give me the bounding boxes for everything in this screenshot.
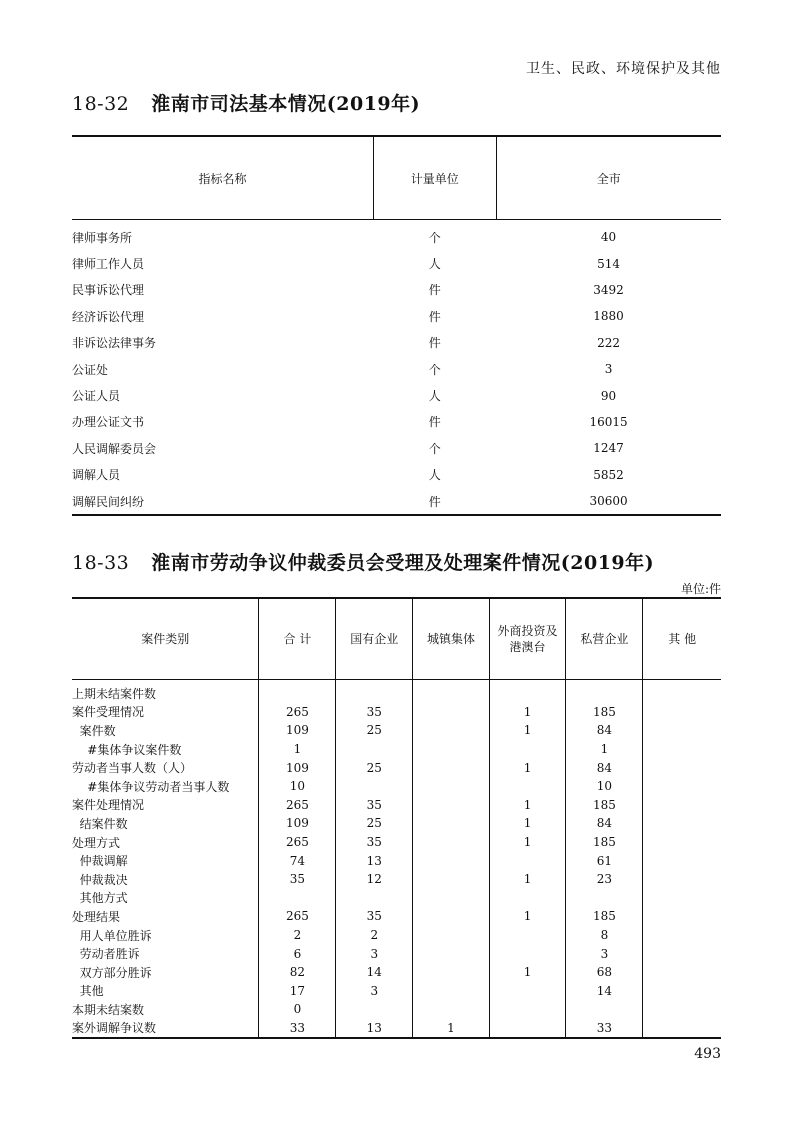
cell-private: 84 <box>566 758 643 777</box>
cell-private: 1 <box>566 740 643 759</box>
row-category: 处理结果 <box>72 909 121 924</box>
cell-total: 265 <box>259 703 336 722</box>
row-category: 其他 <box>72 984 104 999</box>
row-category: 案件数 <box>72 723 116 738</box>
cell-private: 185 <box>566 796 643 815</box>
cell-total: 33 <box>259 1019 336 1039</box>
cell-collective <box>413 926 490 945</box>
cell-private: 33 <box>566 1019 643 1039</box>
cell-other <box>643 740 721 759</box>
row-unit: 件 <box>428 336 441 351</box>
cell-state-owned <box>336 889 413 908</box>
table-row <box>72 926 721 945</box>
row-category: 案件处理情况 <box>72 798 145 813</box>
table-row <box>72 758 721 777</box>
cell-total: 1 <box>259 740 336 759</box>
cell-private <box>566 1000 643 1019</box>
cell-other <box>643 833 721 852</box>
cell-state-owned: 3 <box>336 982 413 1001</box>
row-indicator: 公证人员 <box>72 389 121 404</box>
judicial-table <box>72 135 721 516</box>
cell-collective <box>413 1000 490 1019</box>
section-header: 卫生、民政、环境保护及其他 <box>526 61 721 77</box>
cell-private: 185 <box>566 833 643 852</box>
cell-foreign: 1 <box>489 870 566 889</box>
table1-title-text: 淮南市司法基本情况(2019年) <box>151 93 421 115</box>
cell-private: 185 <box>566 703 643 722</box>
table-row <box>72 680 721 703</box>
table-row <box>72 277 721 303</box>
cell-state-owned: 35 <box>336 833 413 852</box>
row-category: #集体争议劳动者当事人数 <box>72 779 230 794</box>
cell-foreign <box>489 777 566 796</box>
col-header-collective: 城镇集体 <box>413 598 490 680</box>
cell-collective <box>413 870 490 889</box>
cell-collective <box>413 703 490 722</box>
row-unit: 个 <box>428 441 441 456</box>
cell-foreign: 1 <box>489 963 566 982</box>
cell-foreign <box>489 982 566 1001</box>
table2-title <box>72 548 654 575</box>
cell-state-owned: 35 <box>336 796 413 815</box>
row-value: 222 <box>597 335 620 350</box>
table-row <box>72 777 721 796</box>
cell-private: 10 <box>566 777 643 796</box>
row-value: 5852 <box>593 467 624 482</box>
cell-foreign <box>489 1019 566 1039</box>
row-category: 双方部分胜诉 <box>72 965 152 980</box>
cell-foreign <box>489 740 566 759</box>
cell-state-owned: 3 <box>336 944 413 963</box>
row-value: 3 <box>604 362 613 377</box>
cell-other <box>643 982 721 1001</box>
row-category: 仲裁调解 <box>72 854 128 869</box>
cell-other <box>643 796 721 815</box>
table1-title <box>72 89 420 116</box>
table-row <box>72 796 721 815</box>
cell-total: 109 <box>259 814 336 833</box>
table-row <box>72 382 721 408</box>
cell-other <box>643 721 721 740</box>
row-category: 上期未结案件数 <box>72 686 157 701</box>
row-value: 514 <box>597 256 620 271</box>
cell-total <box>259 889 336 908</box>
cell-foreign <box>489 944 566 963</box>
cell-other <box>643 1000 721 1019</box>
cell-collective <box>413 963 490 982</box>
cell-state-owned: 25 <box>336 721 413 740</box>
row-value: 40 <box>600 230 617 245</box>
row-indicator: 经济诉讼代理 <box>72 309 145 324</box>
row-unit: 人 <box>428 389 441 404</box>
row-indicator: 律师事务所 <box>72 230 133 245</box>
cell-foreign <box>489 889 566 908</box>
cell-private <box>566 680 643 703</box>
cell-collective <box>413 851 490 870</box>
row-category: 本期未结案数 <box>72 1002 145 1017</box>
page-number: 493 <box>694 1046 721 1062</box>
cell-foreign <box>489 851 566 870</box>
cell-total: 10 <box>259 777 336 796</box>
table2-number: 18-33 <box>72 552 130 574</box>
cell-private: 23 <box>566 870 643 889</box>
cell-collective: 1 <box>413 1019 490 1039</box>
row-indicator: 公证处 <box>72 362 109 377</box>
table1-number: 18-32 <box>72 93 130 115</box>
row-category: 结案件数 <box>72 816 128 831</box>
cell-total: 74 <box>259 851 336 870</box>
cell-other <box>643 1019 721 1039</box>
row-unit: 人 <box>428 257 441 272</box>
row-value: 3492 <box>593 282 624 297</box>
cell-state-owned: 25 <box>336 814 413 833</box>
cell-collective <box>413 740 490 759</box>
table-row <box>72 356 721 382</box>
table-row <box>72 250 721 276</box>
col-header-state-owned: 国有企业 <box>336 598 413 680</box>
row-unit: 件 <box>428 309 441 324</box>
cell-other <box>643 777 721 796</box>
cell-total: 35 <box>259 870 336 889</box>
row-value: 1247 <box>593 441 624 456</box>
cell-private: 14 <box>566 982 643 1001</box>
cell-collective <box>413 758 490 777</box>
col-header-total: 合 计 <box>259 598 336 680</box>
cell-collective <box>413 944 490 963</box>
table-row <box>72 409 721 435</box>
row-category: 案外调解争议数 <box>72 1019 259 1039</box>
cell-collective <box>413 814 490 833</box>
cell-collective <box>413 982 490 1001</box>
row-category: 劳动者当事人数（人） <box>72 761 193 776</box>
row-category: 处理方式 <box>72 835 121 850</box>
cell-collective <box>413 833 490 852</box>
col-header-city: 全市 <box>496 136 721 220</box>
cell-collective <box>413 889 490 908</box>
cell-foreign: 1 <box>489 907 566 926</box>
table-row <box>72 851 721 870</box>
cell-state-owned <box>336 680 413 703</box>
row-unit: 人 <box>428 468 441 483</box>
table-row <box>72 220 721 251</box>
col-header-foreign: 外商投资及 港澳台 <box>489 598 566 680</box>
table-row <box>72 907 721 926</box>
cell-other <box>643 758 721 777</box>
cell-state-owned <box>336 1000 413 1019</box>
row-value: 30600 <box>496 488 721 515</box>
table-row <box>72 870 721 889</box>
cell-total: 265 <box>259 907 336 926</box>
col-header-other: 其 他 <box>643 598 721 680</box>
row-indicator: 办理公证文书 <box>72 415 145 430</box>
cell-collective <box>413 721 490 740</box>
cell-collective <box>413 796 490 815</box>
row-unit: 件 <box>428 415 441 430</box>
row-indicator: 民事诉讼代理 <box>72 283 145 298</box>
row-indicator: 非诉讼法律事务 <box>72 336 157 351</box>
row-indicator: 人民调解委员会 <box>72 441 157 456</box>
row-category: 其他方式 <box>72 891 128 906</box>
row-value: 90 <box>600 388 617 403</box>
cell-total: 109 <box>259 758 336 777</box>
row-indicator: 律师工作人员 <box>72 257 145 272</box>
cell-state-owned: 2 <box>336 926 413 945</box>
cell-private: 68 <box>566 963 643 982</box>
table-row <box>72 814 721 833</box>
cell-other <box>643 963 721 982</box>
row-unit: 件 <box>374 488 497 515</box>
col-header-category: 案件类别 <box>72 598 259 680</box>
table-row <box>72 703 721 722</box>
table-row <box>72 889 721 908</box>
table-row <box>72 330 721 356</box>
cell-other <box>643 926 721 945</box>
row-category: 仲裁裁决 <box>72 872 128 887</box>
table-row <box>72 740 721 759</box>
cell-private: 84 <box>566 814 643 833</box>
cell-other <box>643 889 721 908</box>
cell-total: 265 <box>259 796 336 815</box>
cell-foreign: 1 <box>489 758 566 777</box>
cell-foreign: 1 <box>489 796 566 815</box>
cell-total <box>259 680 336 703</box>
judicial-table-body <box>72 220 721 516</box>
table-row <box>72 963 721 982</box>
labor-dispute-table <box>72 597 721 1039</box>
row-category: #集体争议案件数 <box>72 742 182 757</box>
row-unit: 件 <box>428 283 441 298</box>
cell-foreign: 1 <box>489 833 566 852</box>
cell-state-owned <box>336 740 413 759</box>
row-value: 16015 <box>589 414 628 429</box>
cell-state-owned <box>336 777 413 796</box>
cell-other <box>643 907 721 926</box>
table-row <box>72 488 721 515</box>
table2-unit: 单位:件 <box>680 582 721 596</box>
cell-other <box>643 944 721 963</box>
row-unit: 个 <box>428 362 441 377</box>
cell-total: 2 <box>259 926 336 945</box>
cell-foreign <box>489 926 566 945</box>
cell-foreign <box>489 680 566 703</box>
cell-total: 109 <box>259 721 336 740</box>
cell-other <box>643 703 721 722</box>
cell-private: 61 <box>566 851 643 870</box>
cell-private: 84 <box>566 721 643 740</box>
table-row <box>72 1019 721 1039</box>
table-row <box>72 462 721 488</box>
cell-private: 185 <box>566 907 643 926</box>
table-row <box>72 944 721 963</box>
cell-other <box>643 814 721 833</box>
cell-state-owned: 13 <box>336 1019 413 1039</box>
row-unit: 个 <box>428 230 441 245</box>
col-header-unit: 计量单位 <box>374 136 497 220</box>
table-row <box>72 435 721 461</box>
cell-total: 265 <box>259 833 336 852</box>
cell-total: 17 <box>259 982 336 1001</box>
cell-state-owned: 35 <box>336 703 413 722</box>
row-category: 案件受理情况 <box>72 705 145 720</box>
row-indicator: 调解人员 <box>72 468 121 483</box>
cell-foreign: 1 <box>489 814 566 833</box>
cell-other <box>643 680 721 703</box>
row-indicator: 调解民间纠纷 <box>72 488 374 515</box>
labor-dispute-table-body <box>72 680 721 1039</box>
cell-total: 0 <box>259 1000 336 1019</box>
table-row <box>72 833 721 852</box>
table-row <box>72 1000 721 1019</box>
cell-foreign: 1 <box>489 703 566 722</box>
row-value: 1880 <box>593 309 624 324</box>
cell-state-owned: 13 <box>336 851 413 870</box>
table-row <box>72 721 721 740</box>
cell-state-owned: 14 <box>336 963 413 982</box>
cell-state-owned: 12 <box>336 870 413 889</box>
cell-private: 3 <box>566 944 643 963</box>
cell-total: 6 <box>259 944 336 963</box>
cell-foreign: 1 <box>489 721 566 740</box>
col-header-private: 私营企业 <box>566 598 643 680</box>
row-category: 用人单位胜诉 <box>72 928 152 943</box>
cell-state-owned: 25 <box>336 758 413 777</box>
cell-state-owned: 35 <box>336 907 413 926</box>
table-row <box>72 982 721 1001</box>
cell-foreign <box>489 1000 566 1019</box>
cell-other <box>643 851 721 870</box>
col-header-indicator: 指标名称 <box>72 136 374 220</box>
cell-collective <box>413 777 490 796</box>
row-category: 劳动者胜诉 <box>72 947 140 962</box>
cell-total: 82 <box>259 963 336 982</box>
cell-collective <box>413 907 490 926</box>
table-row <box>72 303 721 329</box>
cell-private: 8 <box>566 926 643 945</box>
cell-other <box>643 870 721 889</box>
table2-title-text: 淮南市劳动争议仲裁委员会受理及处理案件情况(2019年) <box>151 552 655 574</box>
cell-collective <box>413 680 490 703</box>
cell-private <box>566 889 643 908</box>
